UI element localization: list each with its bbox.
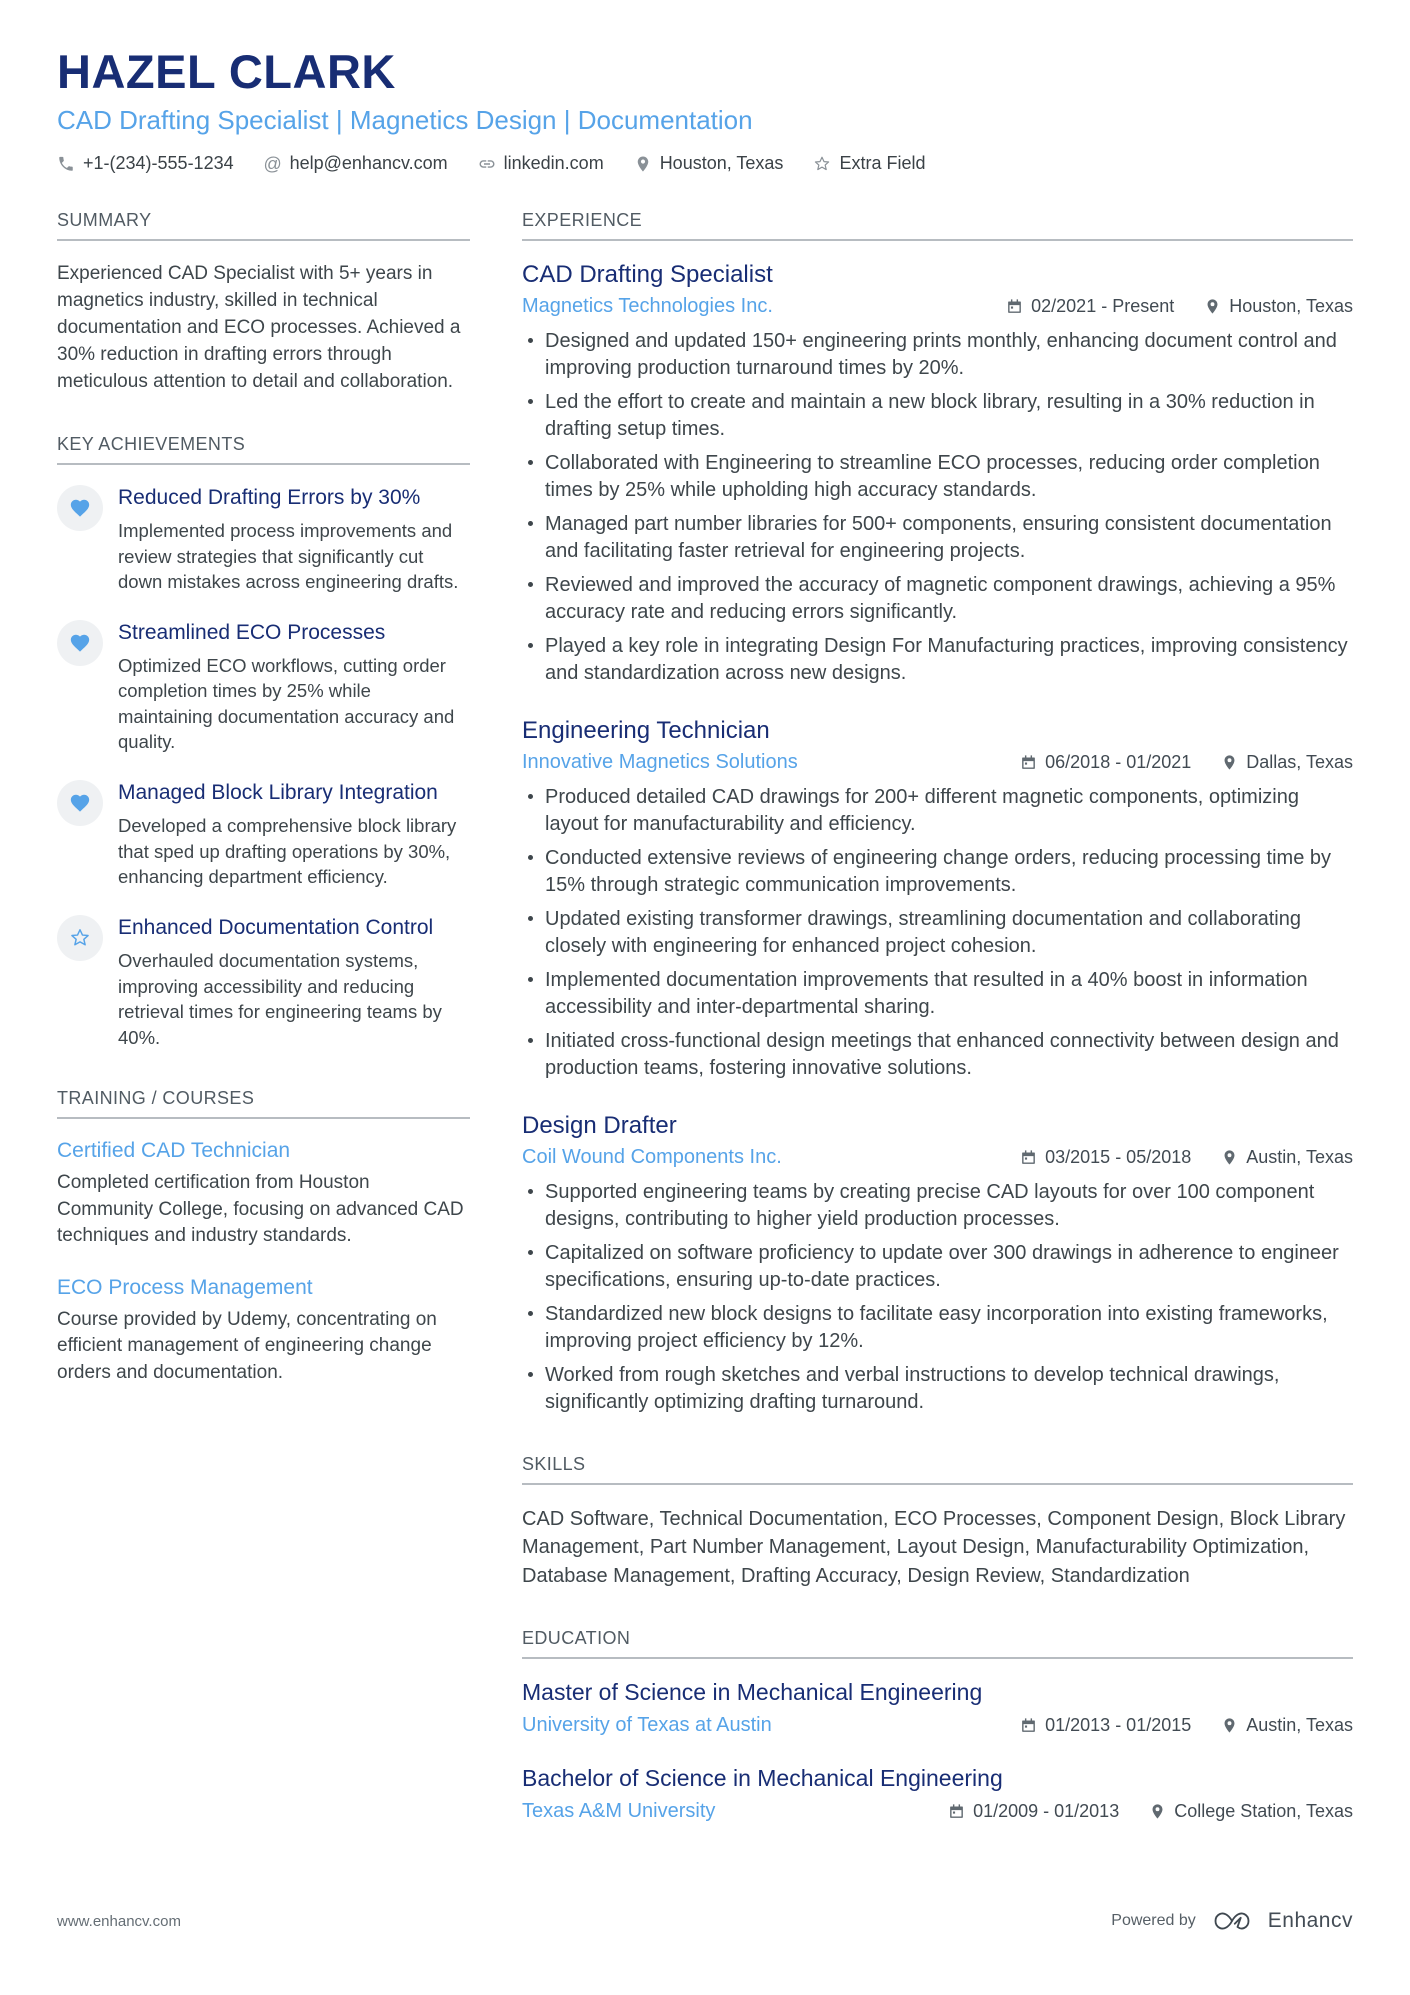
- achievement-item: [57, 780, 470, 890]
- course-text: Course provided by Udemy, concentrating on efficient management of engineering change orders and documentation.: [57, 1308, 437, 1384]
- left-column: [57, 210, 470, 1861]
- calendar-icon: [1020, 754, 1037, 771]
- job-bullet: Collaborated with Engineering to streamline ECO processes, reducing order completion times by 25% while upholding high accuracy standards.: [522, 450, 1353, 504]
- job-dates: 03/2015 - 05/2018: [1020, 1147, 1191, 1168]
- achievement-title: Streamlined ECO Processes: [118, 620, 386, 644]
- job-company: Coil Wound Components Inc.: [522, 1146, 782, 1168]
- calendar-icon: [1020, 1717, 1037, 1734]
- job-title: CAD Drafting Specialist: [522, 261, 773, 288]
- job-title: Engineering Technician: [522, 717, 770, 744]
- contact-location-text: Houston, Texas: [659, 153, 784, 173]
- achievement-item: [57, 915, 470, 1050]
- education-degree: Bachelor of Science in Mechanical Engineering: [522, 1765, 1003, 1792]
- education-degree: Master of Science in Mechanical Engineering: [522, 1679, 983, 1706]
- contact-extra-text: Extra Field: [839, 153, 926, 173]
- experience-heading: EXPERIENCE: [522, 210, 1353, 241]
- job-dates: 02/2021 - Present: [1006, 296, 1174, 317]
- at-icon: @: [263, 153, 282, 174]
- training-heading: TRAINING / COURSES: [57, 1088, 470, 1119]
- job-entry: [522, 717, 1353, 1082]
- course-title: ECO Process Management: [57, 1275, 313, 1299]
- job-bullet: Standardized new block designs to facilitate easy incorporation into existing frameworks, improving project efficiency by 12%.: [522, 1301, 1353, 1355]
- heart-icon: [57, 620, 103, 666]
- summary-section: [57, 210, 470, 396]
- right-column: [522, 210, 1353, 1861]
- footer-site-link[interactable]: www.enhancv.com: [57, 1912, 181, 1930]
- job-location: Dallas, Texas: [1221, 752, 1353, 773]
- summary-text: Experienced CAD Specialist with 5+ years in magnetics industry, skilled in technical documentation and ECO processes. Achieved a 30% reduction in drafting errors through meticulous attention to detail and collaboration.: [57, 263, 461, 392]
- job-bullet: Produced detailed CAD drawings for 200+ different magnetic components, optimizing layout for manufacturability and efficiency.: [522, 784, 1353, 838]
- achievement-title: Managed Block Library Integration: [118, 780, 438, 804]
- job-entry: [522, 1112, 1353, 1416]
- contact-extra-field: [813, 153, 925, 174]
- education-heading: EDUCATION: [522, 1628, 1353, 1659]
- contact-row: [57, 153, 1353, 174]
- job-bullet: Updated existing transformer drawings, streamlining documentation and collaborating closely with engineering for enhanced project cohesion.: [522, 906, 1353, 960]
- education-entry: [522, 1679, 1353, 1737]
- skills-text: CAD Software, Technical Documentation, ECO Processes, Component Design, Block Library Management, Part Number Management, Layout Design, Manufacturability Optimization, Database Management, Drafting Accuracy, Design Review, Standardization: [522, 1508, 1346, 1587]
- contact-phone-text: +1-(234)-555-1234: [83, 153, 234, 173]
- job-bullet: Designed and updated 150+ engineering prints monthly, enhancing document control and improving production turnaround times by 20%.: [522, 328, 1353, 382]
- resume-header: [57, 44, 1353, 174]
- achievement-title: Reduced Drafting Errors by 30%: [118, 485, 421, 509]
- education-meta-row: [522, 1714, 1353, 1737]
- job-location: Houston, Texas: [1204, 296, 1353, 317]
- summary-heading: SUMMARY: [57, 210, 470, 241]
- link-icon: [478, 155, 496, 173]
- job-dates: 06/2018 - 01/2021: [1020, 752, 1191, 773]
- page-footer: [57, 1908, 1353, 1934]
- education-location: College Station, Texas: [1149, 1801, 1353, 1822]
- job-meta-row: [522, 751, 1353, 774]
- phone-icon: [57, 155, 75, 173]
- job-company: Innovative Magnetics Solutions: [522, 751, 798, 773]
- education-entry: [522, 1765, 1353, 1823]
- education-school: Texas A&M University: [522, 1800, 716, 1823]
- key-achievements-section: [57, 434, 470, 1050]
- enhancv-logo-icon: [1210, 1908, 1254, 1934]
- job-bullet: Capitalized on software proficiency to update over 300 drawings in adherence to engineer specifications, ensuring up-to-date practices.: [522, 1240, 1353, 1294]
- course-item: [57, 1276, 470, 1387]
- job-bullet: Supported engineering teams by creating precise CAD layouts for over 100 component designs, contributing to higher yield production processes.: [522, 1179, 1353, 1233]
- contact-phone[interactable]: [57, 153, 234, 174]
- job-bullets: [522, 784, 1353, 1082]
- location-pin-icon: [1221, 754, 1238, 771]
- calendar-icon: [1006, 298, 1023, 315]
- footer-brand[interactable]: [1111, 1908, 1353, 1934]
- candidate-name: HAZEL CLARK: [57, 45, 396, 98]
- experience-section: [522, 210, 1353, 1416]
- job-meta-row: [522, 1146, 1353, 1169]
- job-title: Design Drafter: [522, 1112, 677, 1139]
- enhancv-brand-name: Enhancv: [1267, 1909, 1353, 1932]
- skills-heading: SKILLS: [522, 1454, 1353, 1485]
- education-dates: 01/2009 - 01/2013: [948, 1801, 1119, 1822]
- education-school: University of Texas at Austin: [522, 1714, 772, 1737]
- job-company: Magnetics Technologies Inc.: [522, 295, 773, 317]
- education-section: [522, 1628, 1353, 1823]
- key-achievements-heading: KEY ACHIEVEMENTS: [57, 434, 470, 465]
- achievement-text: Implemented process improvements and review strategies that significantly cut down mistakes across engineering drafts.: [118, 520, 459, 593]
- education-dates: 01/2013 - 01/2015: [1020, 1715, 1191, 1736]
- achievement-title: Enhanced Documentation Control: [118, 915, 434, 939]
- contact-website[interactable]: [478, 153, 604, 174]
- course-item: [57, 1139, 470, 1250]
- heart-icon: [57, 485, 103, 531]
- achievement-text: Developed a comprehensive block library that sped up drafting operations by 30%, enhancing department efficiency.: [118, 815, 457, 888]
- contact-website-text: linkedin.com: [503, 153, 604, 173]
- location-pin-icon: [1221, 1149, 1238, 1166]
- calendar-icon: [1020, 1149, 1037, 1166]
- location-pin-icon: [1221, 1717, 1238, 1734]
- achievement-text: Optimized ECO workflows, cutting order completion times by 25% while maintaining documentation accuracy and quality.: [118, 654, 455, 753]
- job-bullet: Led the effort to create and maintain a new block library, resulting in a 30% reduction in drafting setup times.: [522, 389, 1353, 443]
- job-bullet: Implemented documentation improvements that resulted in a 40% boost in information accessibility and inter-departmental sharing.: [522, 967, 1353, 1021]
- star-icon: [57, 915, 103, 961]
- education-meta-row: [522, 1800, 1353, 1823]
- job-bullet: Worked from rough sketches and verbal instructions to develop technical drawings, significantly optimizing drafting turnaround.: [522, 1362, 1353, 1416]
- training-section: [57, 1088, 470, 1387]
- star-outline-icon: [813, 155, 831, 173]
- job-bullet: Played a key role in integrating Design For Manufacturing practices, improving consistency and standardization across new designs.: [522, 633, 1353, 687]
- contact-location: [634, 153, 784, 174]
- education-location: Austin, Texas: [1221, 1715, 1353, 1736]
- job-bullets: [522, 328, 1353, 687]
- powered-by-label: Powered by: [1111, 1912, 1196, 1929]
- candidate-headline: CAD Drafting Specialist | Magnetics Design | Documentation: [57, 105, 753, 135]
- heart-icon: [57, 780, 103, 826]
- job-bullets: [522, 1179, 1353, 1416]
- location-pin-icon: [1149, 1803, 1166, 1820]
- course-text: Completed certification from Houston Community College, focusing on advanced CAD techniques and industry standards.: [57, 1172, 464, 1247]
- location-pin-icon: [634, 155, 652, 173]
- location-pin-icon: [1204, 298, 1221, 315]
- skills-section: [522, 1454, 1353, 1590]
- contact-email-text: help@enhancv.com: [289, 153, 448, 173]
- job-entry: [522, 261, 1353, 687]
- achievement-text: Overhauled documentation systems, improving accessibility and reducing retrieval times for engineering teams by 40%.: [118, 950, 442, 1048]
- job-bullet: Managed part number libraries for 500+ components, ensuring consistent documentation and facilitating faster retrieval for engineering projects.: [522, 511, 1353, 565]
- job-bullet: Conducted extensive reviews of engineering change orders, reducing processing time by 15% through strategic communication improvements.: [522, 845, 1353, 899]
- job-meta-row: [522, 295, 1353, 318]
- contact-email[interactable]: [264, 153, 448, 174]
- job-bullet: Initiated cross-functional design meetings that enhanced connectivity between design and production teams, fostering innovative solutions.: [522, 1028, 1353, 1082]
- achievement-item: [57, 620, 470, 755]
- calendar-icon: [948, 1803, 965, 1820]
- job-bullet: Reviewed and improved the accuracy of magnetic component drawings, achieving a 95% accuracy rate and reducing errors significantly.: [522, 572, 1353, 626]
- course-title: Certified CAD Technician: [57, 1139, 291, 1163]
- achievement-item: [57, 485, 470, 595]
- job-location: Austin, Texas: [1221, 1147, 1353, 1168]
